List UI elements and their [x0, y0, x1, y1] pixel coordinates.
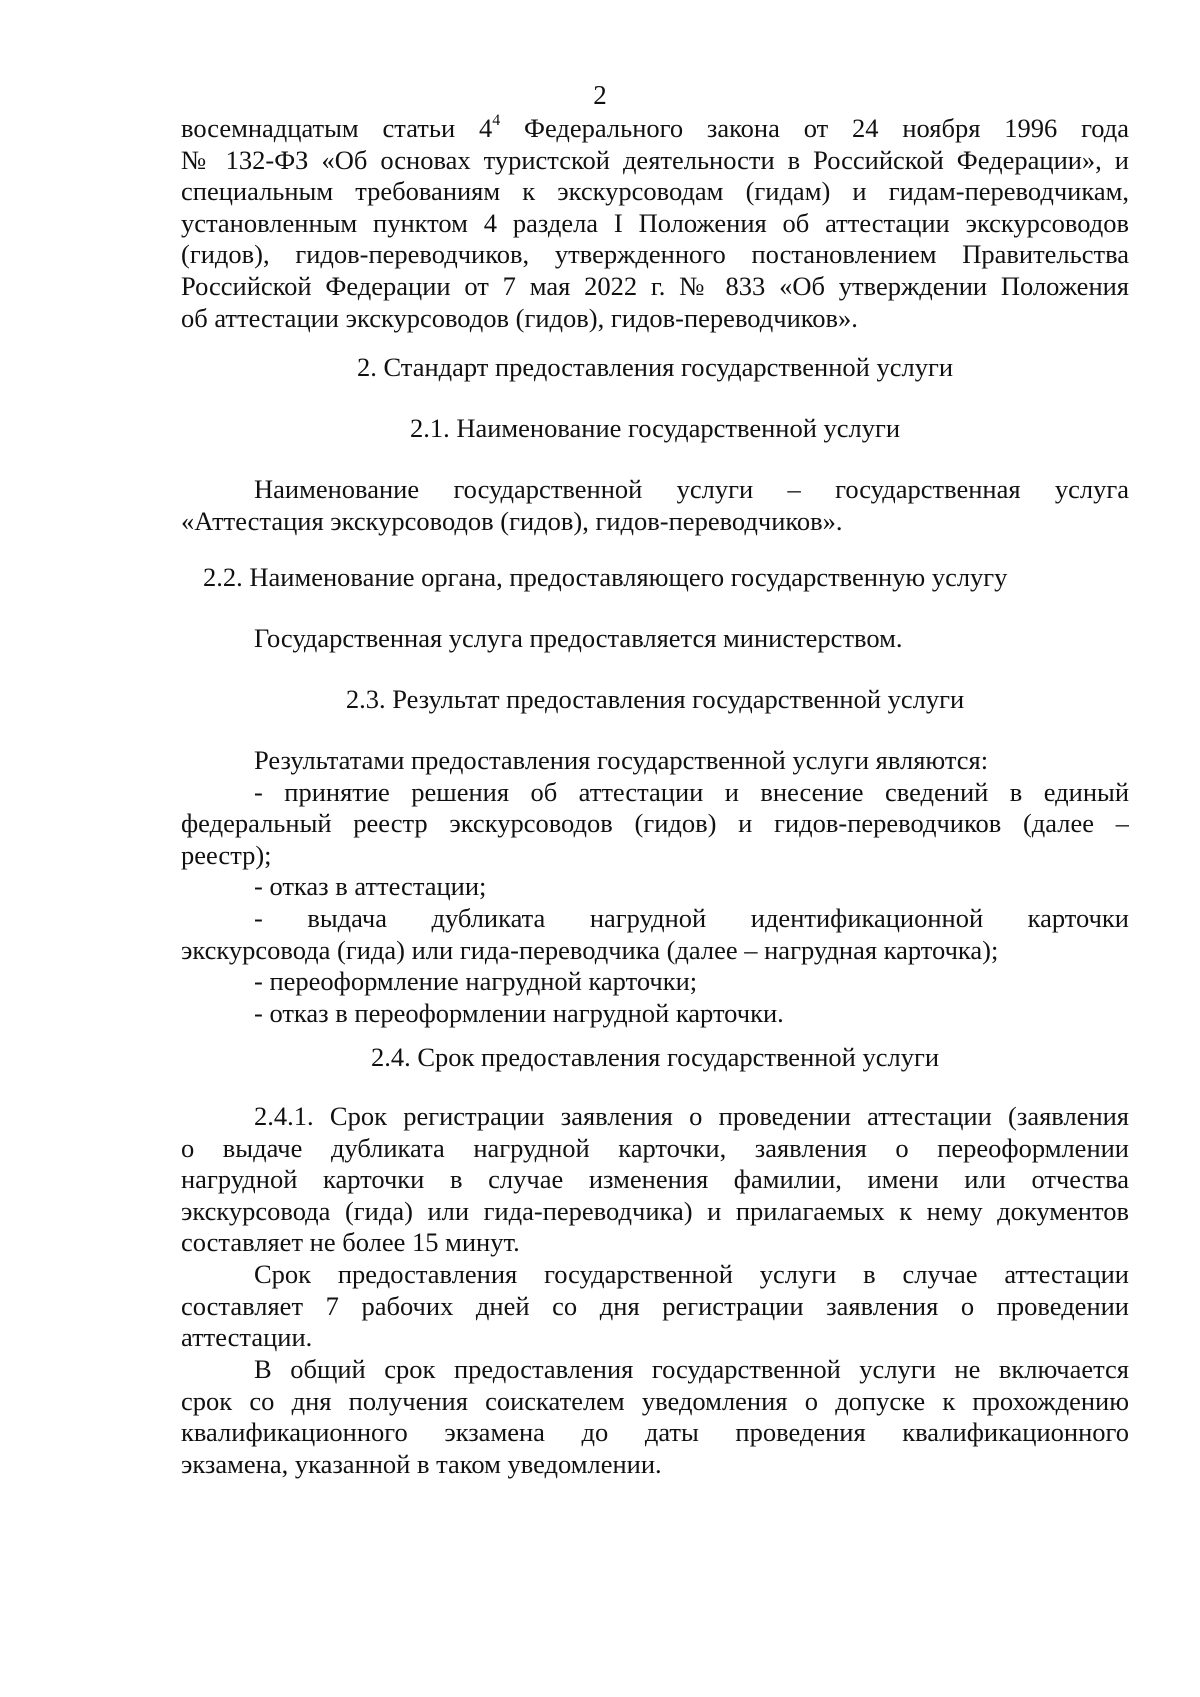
text-line: экзамена, указанной в таком уведомлении. — [181, 1448, 662, 1479]
paragraph-2-4-1 — [181, 1101, 1129, 1259]
text-line: Российской Федерации от 7 мая 2022 г. № 833 «Об утверждении Положения — [181, 270, 1129, 301]
text-line: № 132-ФЗ «Об основах туристской деятельности в Российской Федерации», и — [181, 144, 1129, 175]
text-line: В общий срок предоставления государственной услуги не включается — [254, 1354, 1129, 1384]
text-line: аттестации. — [181, 1322, 313, 1353]
page-number: 2 — [593, 80, 607, 110]
paragraph-2-1 — [181, 474, 1129, 537]
text-line: Государственная услуга предоставляется министерством. — [254, 623, 903, 653]
text-line: «Аттестация экскурсоводов (гидов), гидов-переводчиков». — [181, 505, 843, 536]
text-line: нагрудной карточки в случае изменения фамилии, имени или отчества — [181, 1164, 1129, 1195]
text-line: реестр); — [181, 839, 272, 870]
text-line: (гидов), гидов-переводчиков, утвержденного постановлением Правительства — [181, 239, 1129, 270]
results-list — [181, 745, 1129, 1029]
text-line: составляет 7 рабочих дней со дня регистрации заявления о проведении — [181, 1290, 1129, 1321]
text-line: Результатами предоставления государственной услуги являются: — [254, 745, 989, 775]
list-item: - переоформление нагрудной карточки; — [254, 966, 698, 997]
text-line: о выдаче дубликата нагрудной карточки, заявления о переоформлении — [181, 1132, 1129, 1163]
text-line: восемнадцатым статьи $4^4$ Федерального закона от 24 ноября 1996 года — [181, 113, 1129, 143]
subsection-heading: 2.3. Результат предоставления государственной услуги — [345, 684, 965, 714]
text-line: экскурсовода (гида) или гида-переводчика (далее – нагрудная карточка); — [181, 934, 999, 965]
text-line: экскурсовода (гида) или гида-переводчика) и прилагаемых к нему документов — [181, 1195, 1129, 1226]
subsection-heading: 2.4. Срок предоставления государственной услуги — [370, 1042, 940, 1072]
intro-paragraph — [181, 113, 1129, 334]
text-line: квалификационного экзамена до даты проведения квалификационного — [181, 1417, 1129, 1448]
text-line: составляет не более 15 минут. — [181, 1227, 520, 1258]
text-line: 2.4.1. Срок регистрации заявления о проведении аттестации (заявления — [254, 1101, 1129, 1131]
subsection-heading: 2.2. Наименование органа, предоставляющего государственную услугу — [203, 562, 1008, 592]
paragraph-2-4-term — [181, 1259, 1129, 1354]
text-line: установленным пунктом 4 раздела I Положения об аттестации экскурсоводов — [181, 207, 1129, 238]
list-item: - отказ в аттестации; — [254, 871, 487, 902]
paragraph-2-2 — [181, 623, 1129, 655]
paragraph-2-4-exclusion — [181, 1354, 1129, 1480]
text-line: Наименование государственной услуги – государственная услуга — [254, 474, 1129, 504]
text-line: срок со дня получения соискателем уведомления о допуске к прохождению — [181, 1385, 1129, 1416]
text-line: специальным требованиям к экскурсоводам (гидам) и гидам-переводчикам, — [181, 176, 1129, 207]
text-line: федеральный реестр экскурсоводов (гидов) и гидов-переводчиков (далее – — [181, 808, 1129, 839]
list-item: - принятие решения об аттестации и внесение сведений в единый — [254, 776, 1129, 807]
list-item: - выдача дубликата нагрудной идентификационной карточки — [254, 902, 1129, 933]
subsection-heading: 2.1. Наименование государственной услуги — [409, 413, 901, 443]
list-item: - отказ в переоформлении нагрудной карточки. — [254, 997, 784, 1028]
section-heading: 2. Стандарт предоставления государственной услуги — [356, 352, 954, 382]
text-line: Срок предоставления государственной услуги в случае аттестации — [254, 1259, 1129, 1289]
text-line: об аттестации экскурсоводов (гидов), гидов-переводчиков». — [181, 302, 858, 333]
